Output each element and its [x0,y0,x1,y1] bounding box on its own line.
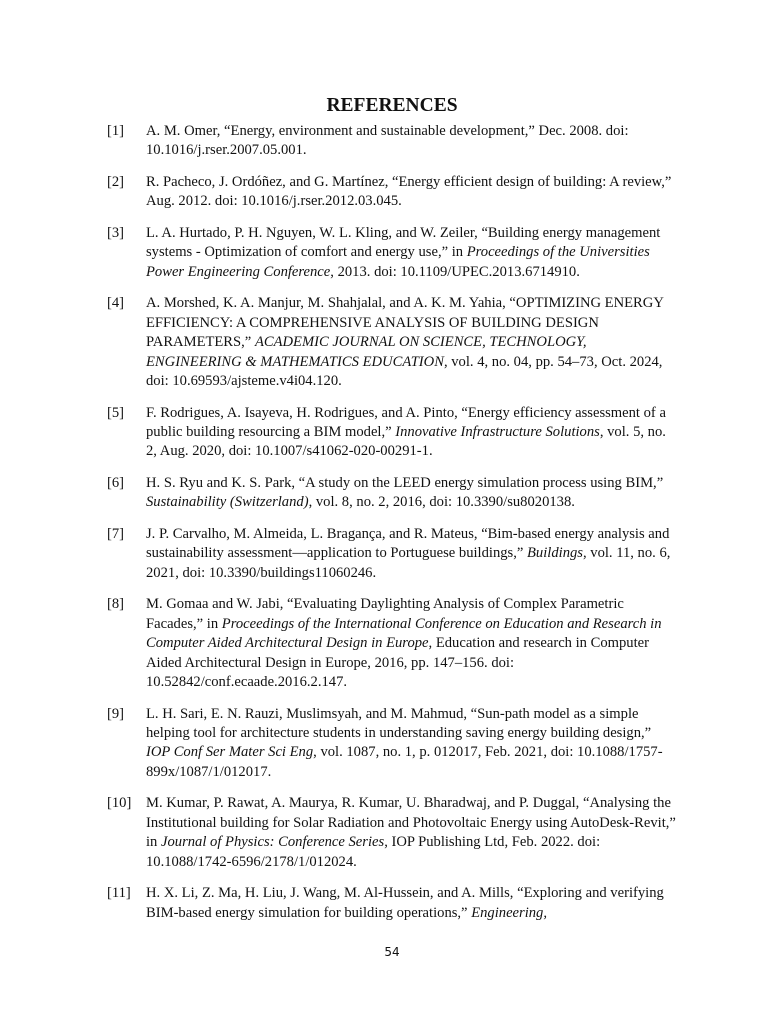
reference-text-segment: F. Rodrigues, A. Isayeva, H. Rodrigues, and A. Pinto, “Energy efficiency assessment of a public building resourcing a BIM model,” [146,404,666,441]
reference-text [146,224,677,282]
reference-text-segment: A. M. Omer, “Energy, environment and sustainable development,” Dec. 2008. doi: 10.1016/j.rser.2007.05.001. [146,123,629,159]
reference-entry [107,173,677,212]
reference-entry [107,294,677,391]
reference-entry [107,224,677,282]
reference-text [146,474,677,513]
reference-text [146,525,677,583]
reference-text-segment: J. P. Carvalho, M. Almeida, L. Bragança, and R. Mateus, “Bim-based energy analysis and sustainability assessment—application to Portuguese buildings,” [146,526,670,562]
reference-text-segment: , vol. 11, no. 6, 2021, doi: 10.3390/buildings11060246. [146,545,671,581]
reference-entry [107,474,677,513]
reference-number: [10] [107,795,132,812]
reference-number: [6] [107,475,125,492]
reference-entry [107,404,677,462]
reference-number: [7] [107,526,125,543]
reference-entry [107,525,677,583]
reference-source-title: ACADEMIC JOURNAL ON SCIENCE, TECHNOLOGY, ENGINEERING & MATHEMATICS EDUCATION [146,334,587,370]
reference-text-segment: , vol. 4, no. 04, pp. 54–73, Oct. 2024, doi: 10.69593/ajsteme.v4i04.120. [146,353,663,390]
reference-text-segment: L. A. Hurtado, P. H. Nguyen, W. L. Kling, and W. Zeiler, “Building energy management systems - Optimization of comfort and energy use,” in [146,225,661,261]
reference-number: [3] [107,225,125,241]
reference-text-segment: , vol. 1087, no. 1, p. 012017, Feb. 2021, doi: 10.1088/1757-899x/1087/1/012017. [146,744,663,780]
page-number: 54 [384,945,400,959]
reference-text-segment: M. Gomaa and W. Jabi, “Evaluating Daylighting Analysis of Complex Parametric Facades,” in [146,596,624,632]
reference-number: [5] [107,404,125,421]
reference-number: [2] [107,174,125,190]
reference-text [146,794,677,872]
reference-entry [107,884,677,923]
reference-number: [4] [107,295,125,312]
reference-source-title: Buildings [527,545,583,562]
reference-source-title: Proceedings of the Universities Power Engineering Conference [146,244,650,280]
reference-text [146,404,677,462]
reference-text-segment: , 2013. doi: 10.1109/UPEC.2013.6714910. [330,263,580,280]
reference-entry [107,122,677,161]
reference-text-segment: R. Pacheco, J. Ordóñez, and G. Martínez, “Energy efficient design of building: A review,” Aug. 2012. doi: 10.1016/j.rser.2012.03.045. [146,174,672,210]
reference-entry [107,595,677,692]
reference-text-segment: A. Morshed, K. A. Manjur, M. Shahjalal, and A. K. M. Yahia, “OPTIMIZING ENERGY EFFICIENCY: A COMPREHENSIVE ANALYSIS OF BUILDING DESIGN PARAMETERS,” [146,295,664,351]
reference-number: [9] [107,705,125,722]
reference-number: [1] [107,123,125,139]
reference-number: [8] [107,596,125,613]
reference-entry [107,794,677,872]
reference-text [146,122,677,161]
reference-text [146,884,677,923]
reference-source-title: IOP Conf Ser Mater Sci Eng [146,744,314,761]
reference-entry [107,705,677,783]
reference-text-segment: M. Kumar, P. Rawat, A. Maurya, R. Kumar, U. Bharadwaj, and P. Duggal, “Analysing the Institutional building for Solar Radiation and Photovoltaic Energy using AutoDesk-Revit,” in [146,795,676,851]
reference-text-segment: , vol. 8, no. 2, 2016, doi: 10.3390/su8020138. [308,494,575,511]
reference-text-segment: , vol. 5, no. 2, Aug. 2020, doi: 10.1007/s41062-020-00291-1. [146,424,666,460]
references-heading: REFERENCES [326,95,458,116]
reference-source-title: Innovative Infrastructure Solutions [395,424,600,441]
reference-text [146,595,677,692]
reference-text-segment: H. X. Li, Z. Ma, H. Liu, J. Wang, M. Al-Hussein, and A. Mills, “Exploring and verifying BIM-based energy simulation for building operations,” [146,885,664,921]
reference-source-title: Proceedings of the International Conference on Education and Research in Computer Aided Architectural Design in Europe [146,615,662,652]
reference-text-segment: H. S. Ryu and K. S. Park, “A study on the LEED energy simulation process using BIM,” [146,475,664,492]
reference-text [146,173,677,212]
reference-source-title: Journal of Physics: Conference Series [161,834,385,851]
reference-list [107,122,677,935]
reference-text-segment: L. H. Sari, E. N. Rauzi, Muslimsyah, and M. Mahmud, “Sun-path model as a simple helping tool for architecture students in understanding saving energy building design,” [146,705,652,742]
reference-text-segment: , IOP Publishing Ltd, Feb. 2022. doi: 10.1088/1742-6596/2178/1/012024. [146,834,601,870]
reference-source-title: Engineering, [471,904,547,921]
reference-text [146,294,677,391]
reference-source-title: Sustainability (Switzerland) [146,494,309,511]
reference-text-segment: , Education and research in Computer Aided Architectural Design in Europe, 2016, pp. 147–156. doi: 10.52842/conf.ecaade.2016.2.147. [146,635,649,691]
reference-number: [11] [107,885,131,902]
reference-text [146,705,677,783]
